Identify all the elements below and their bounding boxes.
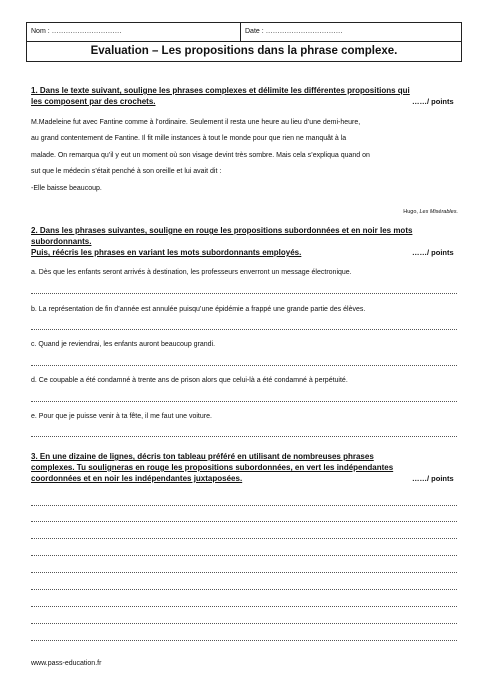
q2-sentence-a: a. Dès que les enfants seront arrivés à destination, les professeurs enverront un message électronique. [31, 269, 352, 276]
q1-score: ……/ points [412, 97, 454, 106]
answer-line[interactable] [31, 640, 457, 641]
answer-line[interactable] [31, 365, 457, 366]
q1-instruction-line2: les composent par des crochets. [31, 97, 156, 106]
footer-site: www.pass-education.fr [31, 660, 102, 667]
q1-text-line: M.Madeleine fut avec Fantine comme à l’ordinaire. Seulement il resta une heure au lieu d’une demi-heure, [31, 119, 361, 126]
answer-line[interactable] [31, 401, 457, 402]
q1-credit [403, 208, 458, 216]
answer-line[interactable] [31, 572, 457, 573]
q3-instruction-line2: complexes. Tu souligneras en rouge les propositions subordonnées, en vert les indépendantes [31, 463, 394, 472]
q3-instruction-line3: coordonnées et en noir les indépendantes juxtaposées. [31, 474, 243, 483]
q2-sentence-e: e. Pour que je puisse venir à ta fête, il me faut une voiture. [31, 413, 212, 420]
date-field[interactable]: Date : …………………………… [245, 28, 343, 35]
answer-line[interactable] [31, 521, 457, 522]
q2-sentence-b: b. La représentation de fin d’année est annulée puisqu’une épidémie a frappé une grande partie des élèves. [31, 306, 366, 313]
q1-text-line: malade. On remarqua qu’il y eut un moment où son visage devint très sombre. Mais cela s’expliqua quand on [31, 152, 370, 159]
header-row [27, 23, 461, 42]
answer-line[interactable] [31, 589, 457, 590]
credit-author: Hugo, [403, 209, 420, 215]
name-field[interactable]: Nom : ………………………… [27, 23, 241, 41]
q3-instruction-line1: 3. En une dizaine de lignes, décris ton tableau préféré en utilisant de nombreuses phrases [31, 452, 374, 461]
q2-sentence-c: c. Quand je reviendrai, les enfants auront beaucoup grandi. [31, 341, 216, 348]
header-table [26, 22, 462, 62]
q1-instruction-line1: 1. Dans le texte suivant, souligne les phrases complexes et délimite les différentes propositions qui [31, 86, 410, 95]
credit-work: Les Misérables. [419, 209, 458, 215]
answer-line[interactable] [31, 329, 457, 330]
answer-line[interactable] [31, 606, 457, 607]
answer-line[interactable] [31, 436, 457, 437]
answer-line[interactable] [31, 293, 457, 294]
q2-instruction-line3: Puis, réécris les phrases en variant les mots subordonnants employés. [31, 248, 302, 257]
q1-text-line: sut que le médecin s’était penché à son oreille et lui avait dit : [31, 168, 222, 175]
q2-instruction-line1: 2. Dans les phrases suivantes, souligne en rouge les propositions subordonnées et en noir les mots [31, 226, 413, 235]
q2-sentence-d: d. Ce coupable a été condamné à trente ans de prison alors que celui-là a été condamné à perpétuité. [31, 377, 348, 384]
q1-text-line: -Elle baisse beaucoup. [31, 185, 102, 192]
answer-line[interactable] [31, 538, 457, 539]
page-title: Evaluation – Les propositions dans la phrase complexe. [90, 45, 398, 57]
q3-score: ……/ points [412, 474, 454, 483]
q2-instruction-line2: subordonnants. [31, 237, 92, 246]
q1-text-line: au grand contentement de Fantine. Il fit mille instances à tout le monde pour que rien ne manquât à la [31, 135, 347, 142]
answer-line[interactable] [31, 623, 457, 624]
q2-score: ……/ points [412, 248, 454, 257]
answer-line[interactable] [31, 505, 457, 506]
answer-line[interactable] [31, 555, 457, 556]
